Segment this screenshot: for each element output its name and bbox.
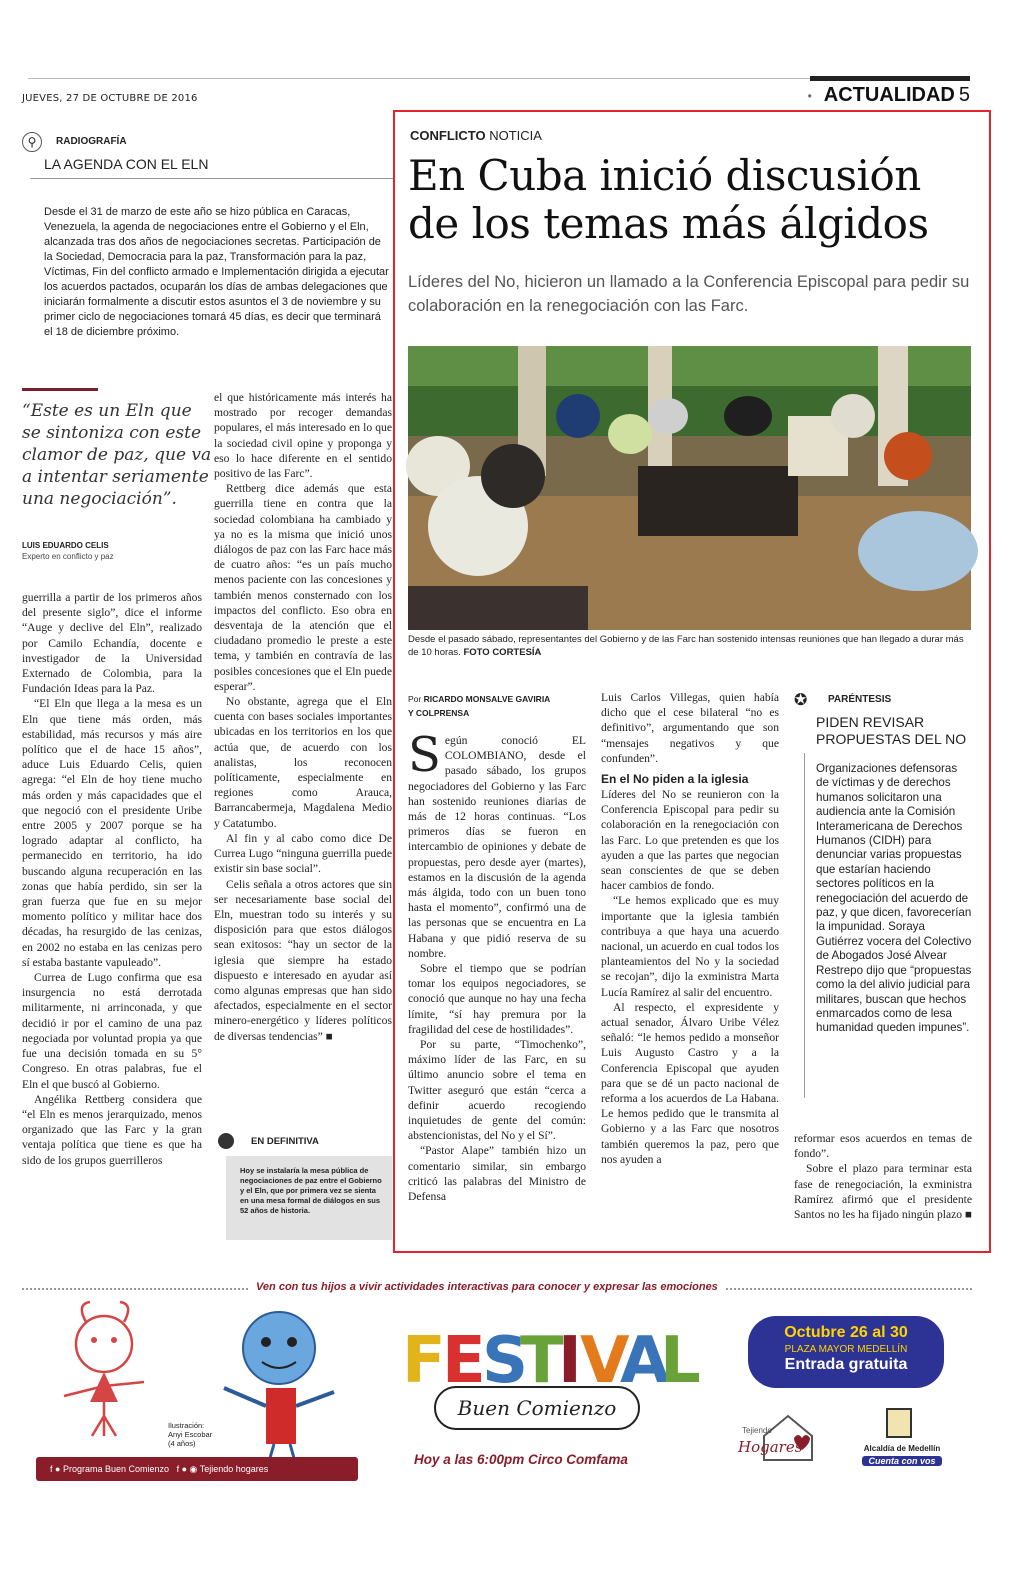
paragraph: Por su parte, “Timochenko”, máximo líder de las Farc, en su último anuncio sobre el tema en Twitter aseguró que están “cerca a definir acuerdo recogiendo inquietudes de gente del común: abstencionistas, del No y el Sí”. [408, 1038, 586, 1143]
page-number: 5 [958, 84, 970, 106]
paragraph: guerrilla a partir de los primeros años del presente siglo”, dice el informe “Auge y declive del Eln”, realizado por Camilo Echandía, docente e investigador de la Universidad Externado de Colombia, para la Fundación Ideas para la Paz. [22, 591, 202, 696]
eln-column-1 [22, 590, 202, 1168]
alcaldia-name: Alcaldía de Medellín [863, 1444, 941, 1453]
social-handle-1: Programa Buen Comienzo [62, 1464, 170, 1474]
parentesis-body: Organizaciones defensoras de víctimas y de derechos humanos solicitaron una audiencia ante la Comisión Interamericana de Derechos Humanos (CIDH) para denunciar varias propuestas que estarían haciendo sectores políticos en la renegociación del acuerdo de paz, y que dicen, favorecerían la impunidad. Soraya Gutiérrez vocera del Colectivo de Abogados José Alvear Restrepo dijo que “propuestas como la del alivio judicial para militares, buscan que hechos enmarcados como de lesa humanidad queden impunes”. [816, 762, 972, 1035]
svg-text:I: I [558, 1324, 582, 1398]
event-time: Hoy a las 6:00pm Circo Comfama [414, 1452, 628, 1467]
festival-wordmark [398, 1318, 701, 1398]
paragraph: No obstante, agrega que el Eln cuenta con bases sociales importantes ubicadas en los territorios en los que actúa que, de acuerdo con los analistas, los reconocen políticamente, especialmente en regiones como Arauca, Barrancabermeja, Magdalena Medio y Catatumbo. [214, 695, 392, 830]
paragraph: Luis Carlos Villegas, quien había dicho que el cese bilateral “no es definitivo”, argumentando que son “mensajes negativos y que confunden”. [601, 691, 779, 765]
paragraph: Angélika Rettberg considera que “el Eln es menos jerarquizado, menos organizado que las Farc y la gran ventaja política que tiene es que ha sido de los grupos guerrilleros [22, 1092, 202, 1167]
definitiva-text: Hoy se instalaría la mesa pública de negociaciones de paz entre el Gobierno y el Eln, que por primera vez se sienta en una mesa formal de diálogos en sus 52 años de historia. [240, 1166, 382, 1215]
hogares-small: Tejiendo [742, 1426, 772, 1435]
svg-text:A: A [620, 1324, 670, 1398]
illus-age: (4 años) [168, 1439, 196, 1448]
paragraph: Celis señala a otros actores que sin ser necesariamente base social del Eln, muestran todo su interés y su disposición para que estos diálogos sean exitosos: “hay un sector de la iglesia que siempre ha estado dispuesto e interesado en ayudar así como algunas empresas que han sido afectados, especialmente en el sector minero-energético y líderes políticos de diversas tendencias” ■ [214, 877, 392, 1043]
definitiva-icon [218, 1133, 234, 1149]
byline [408, 692, 550, 720]
lead-text: egún conoció EL COLOMBIANO, desde el pasado sábado, los grupos negociadores del Gobierno y las Farc han sostenido reuniones diarias de más de 12 horas continuas. “Los primeros días se fueron en intercambio de opiniones y debate de propuestas, pero desde ayer (martes), estamos en la discusión de la agenda más álgida, todo con un buen tono hasta el momento”, confirmó una de las personas que se encuentra en La Habana y que pidió reserva de su nombre. [408, 734, 586, 960]
deck: Líderes del No, hicieron un llamado a la Conferencia Episcopal para pedir su colaboración en la renegociación con las Farc. [408, 273, 970, 315]
byline-author: RICARDO MONSALVE GAVIRIA [423, 694, 551, 704]
lead-paragraph [408, 727, 586, 961]
parentesis-kicker: PARÉNTESIS [828, 694, 892, 705]
svg-text:V: V [580, 1324, 630, 1398]
caption-text: Desde el pasado sábado, representantes del Gobierno y de las Farc han sostenido intensas reuniones que han llegado a durar más de 10 horas. [408, 634, 964, 658]
instagram-icon: ◉ [189, 1464, 198, 1474]
svg-text:L: L [660, 1324, 701, 1398]
event-place: PLAZA MAYOR MEDELLÍN [784, 1344, 908, 1355]
paragraph: “Pastor Alape” también hizo un comentario similar, sin embargo criticó las palabras del Ministro de Defensa [408, 1144, 586, 1204]
svg-text:E: E [442, 1324, 486, 1398]
svg-text:T: T [520, 1324, 564, 1398]
byline-prefix: Por [408, 694, 422, 704]
paragraph: Líderes del No se reunieron con la Conferencia Episcopal para pedir su colaboración en la renegociación con las Farc. Lo que pretenden es que los ayuden a que las partes que negocian sean conscientes de que se deben hacer cambios de fondo. [601, 788, 779, 893]
story-kicker [410, 128, 542, 143]
illustration-credit [168, 1421, 212, 1448]
paragraph: Sobre el tiempo que se podrían tomar los equipos negociadores, se conoció que aunque no hay una fecha límite, “sí hay premura por la fragilidad del cese de hostilidades”. [408, 962, 586, 1036]
illus-author: Anyi Escobar [168, 1430, 213, 1439]
shield-icon [886, 1408, 912, 1438]
ad-tagline: Ven con tus hijos a vivir actividades interactivas para conocer y expresar las emociones [250, 1281, 724, 1293]
issue-date: JUEVES, 27 DE OCTUBRE DE 2016 [22, 93, 198, 104]
kicker-type: NOTICIA [489, 128, 542, 143]
story-column-3 [794, 1131, 972, 1222]
paragraph: Currea de Lugo confirma que esa insurgencia no está derrotada militarmente, ni arrinconada, y que decidió ir por el camino de una paz negociada por voluntad propia ya que fue una decisión tomada en su 5° Congreso. En otras palabras, fue el Eln el que buscó al Gobierno. [22, 971, 202, 1091]
subhead: En el No piden a la iglesia [601, 772, 749, 787]
bullet-icon: • [807, 88, 812, 103]
paragraph: Sobre el plazo para terminar esta fase de renegociación, la exministra Ramírez afirmó que el presidente Santos no les ha fijado ningún plazo ■ [794, 1162, 972, 1222]
event-entry: Entrada gratuita [784, 1356, 908, 1373]
magnifier-icon: ⚲ [22, 132, 42, 152]
twitter-icon: ● [181, 1464, 188, 1474]
story-column-1 [408, 727, 586, 1204]
event-dates: Octubre 26 al 30 [784, 1324, 908, 1341]
photo-caption [408, 633, 968, 659]
facebook-icon: f [176, 1464, 180, 1474]
radiografia-body: Desde el 31 de marzo de este año se hizo pública en Caracas, Venezuela, la agenda de negociaciones entre el Gobierno y el Eln, alcanzada tras dos años de negociaciones secretas. Participación de la Sociedad, Democracia para la paz, Transformación para la paz, Víctimas, Fin del conflicto armado e Implementación dirigida a ejecutar los acuerdos pactados, ocuparán los días de ambas delegaciones que iniciarán formalmente a discutir estos asuntos el 3 de noviembre y su primer ciclo de negociaciones tomará 45 días, es decir que terminará el 18 de diciembre próximo. [44, 206, 389, 338]
paragraph: Rettberg dice además que esta guerrilla tiene en contra que la sociedad colombiana ha cambiado y ya no es la misma que inició unos diálogos de paz con las Farc hace más de cuatro años: “es un país mucho menos paciente con las concesiones y también menos consternado con los impactos del conflicto. Eso obra en desventaja de la atención que el ciudadano promedio le preste a este tema, y también en contravía de las posibles concesiones que el Eln puede esperar”. [214, 482, 392, 693]
meeting-photo-illustration [408, 346, 971, 630]
divider [30, 178, 394, 179]
event-dates-badge [748, 1316, 944, 1388]
pin-icon: ✪ [794, 690, 808, 709]
alcaldia-logo [856, 1408, 948, 1472]
festival-logo [398, 1318, 701, 1398]
dropcap: S [408, 727, 441, 783]
radiografia-kicker: RADIOGRAFÍA [56, 136, 127, 147]
story-column-2 [601, 690, 779, 1167]
social-bar [36, 1457, 358, 1481]
paragraph: “Le hemos explicado que es muy importante que la iglesia también contribuya a que haya una acuerdo nacional, un acuerdo en cual todos los planteamientos del No y la sociedad se recojan”, dijo la exministra Marta Lucía Ramírez al salir del encuentro. [601, 894, 779, 999]
paragraph: reformar esos acuerdos en temas de fondo”. [794, 1132, 972, 1161]
social-handle-2: Tejiendo hogares [199, 1464, 269, 1474]
quote-role: Experto en conflicto y paz [22, 552, 114, 561]
paragraph: Al respecto, el expresidente y actual senador, Álvaro Uribe Vélez señaló: “le hemos pedido a monseñor Luis Augusto Castro y a la Conferencia Episcopal que ayuden para que se dé un pacto nacional de reforma a los acuerdos de La Habana. Le hemos pedido que le transmita al Gobierno y a las Farc que nosotros también queremos la paz, pero que nos ayuden a [601, 1000, 779, 1166]
twitter-icon: ● [55, 1464, 61, 1474]
byline-agency: Y COLPRENSA [408, 708, 470, 718]
tejiendo-hogares-logo [736, 1408, 826, 1472]
definitiva-kicker: EN DEFINITIVA [251, 1136, 319, 1147]
alcaldia-slogan: Cuenta con vos [862, 1456, 942, 1466]
photo-credit: FOTO CORTESÍA [463, 647, 542, 658]
quote-author: LUIS EDUARDO CELIS [22, 541, 109, 550]
eln-column-2 [214, 390, 392, 1044]
meeting-photo [408, 346, 971, 630]
section-label: ACTUALIDAD [823, 84, 955, 106]
svg-text:F: F [402, 1324, 446, 1398]
parentesis-title: PIDEN REVISAR PROPUESTAS DEL NO [816, 714, 967, 747]
pull-quote: “Este es un Eln que se sintoniza con este clamor de paz, que va a intentar seriamente una negociación”. [22, 401, 212, 509]
hogares-label: Hogares [738, 1438, 803, 1456]
paragraph: el que históricamente más interés ha mostrado por recoger demandas populares, el más interesado en lo que la sociedad civil opine y proponga y eso lo hace diferente en el sentido positivo de las Farc”. [214, 391, 392, 481]
paragraph: “El Eln que llega a la mesa es un Eln que tiene más orden, más estabilidad, más recursos y más aire político que el de hace 15 años”, aduce Luis Eduardo Celis, quien agrega: “el Eln de hoy tiene mucho más orden y más capacidades que el que negoció con el presidente Uribe entre 2005 y 2007 porque se ha logrado adaptar al conflicto, ha permanecido en territorio, ha ido buscando alguna recuperación en las zonas que había perdido, sin ser la gran fuerza que fue en su mejor momento político y militar hace dos décadas, ha resurgido de las cenizas, en 2002 no estaba en las cenizas pero sí estaba bastante vapuleado”. [22, 697, 202, 969]
buen-comienzo-logo: Buen Comienzo [434, 1386, 640, 1430]
kicker-bold: CONFLICTO [410, 128, 486, 143]
section-name [790, 84, 970, 107]
illus-label: Ilustración: [168, 1421, 205, 1430]
section-rule [810, 76, 970, 81]
facebook-icon: f [50, 1464, 53, 1474]
parentesis-rule [804, 753, 805, 1098]
svg-text:S: S [482, 1324, 529, 1398]
quote-accent-bar [22, 388, 98, 391]
radiografia-title: LA AGENDA CON EL ELN [44, 156, 209, 172]
headline: En Cuba inició discusión de los temas más álgidos [408, 151, 929, 248]
paragraph: Al fin y al cabo como dice De Currea Lugo “ninguna guerrilla puede existir sin base social”. [214, 831, 392, 876]
